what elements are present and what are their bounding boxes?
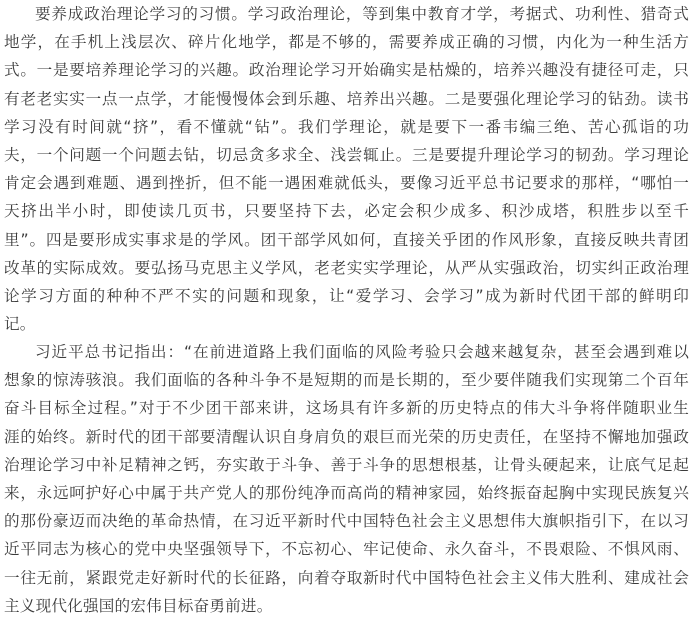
paragraph-line: 来，永远呵护好心中属于共产党人的那份纯净而高尚的精神家园，始终振奋起胸中实现民族复兴: [4, 483, 689, 502]
paragraph-2: [4, 338, 689, 620]
paragraph-line: 论学习方面的种种不严不实的问题和现象，让“爱学习、会学习”成为新时代团干部的鲜明印: [4, 286, 689, 305]
paragraph-line: 学习没有时间就“挤”，看不懂就“钻”。我们学理论，就是要下一番韦编三绝、苦心孤诣的功: [4, 117, 689, 136]
paragraph-line: 习近平总书记指出：“在前进道路上我们面临的风险考验只会越来越复杂，甚至会遇到难以: [35, 343, 689, 361]
paragraph-line: 要养成政治理论学习的习惯。学习政治理论，等到集中教育才学，考据式、功利性、猎奇式: [35, 5, 689, 23]
paragraph-line: 记。: [4, 315, 36, 334]
paragraph-line: 奋斗目标全过程。”对于不少团干部来讲，这场具有许多新的历史特点的伟大斗争将伴随职业生: [4, 399, 689, 418]
paragraph-line: 式。一是要培养理论学习的兴趣。政治理论学习开始确实是枯燥的，培养兴趣没有捷径可走，只: [4, 61, 689, 80]
paragraph-line: 想象的惊涛骇浪。我们面临的各种斗争不是短期的而是长期的，至少要伴随我们实现第二个百年: [4, 371, 689, 390]
paragraph-line: 里”。四是要形成实事求是的学风。团干部学风如何，直接关乎团的作风形象，直接反映共青团: [4, 230, 689, 249]
paragraph-line: 改革的实际成效。要弘扬马克思主义学风，老老实实学理论，从严从实强政治，切实纠正政治理: [4, 258, 689, 277]
paragraph-line: 地学，在手机上浅层次、碎片化地学，都是不够的，需要养成正确的习惯，内化为一种生活方: [4, 33, 689, 52]
paragraph-line: 天挤出半小时，即使读几页书，只要坚持下去，必定会积少成多、积沙成塔，积胜步以至千: [4, 202, 689, 221]
paragraph-line: 有老老实实一点一点学，才能慢慢体会到乐趣、培养出兴趣。二是要强化理论学习的钻劲。读书: [4, 89, 689, 108]
paragraph-line: 主义现代化强国的宏伟目标奋勇前进。: [4, 596, 273, 615]
paragraph-line: 近平同志为核心的党中央坚强领导下，不忘初心、牢记使命、永久奋斗，不畏艰险、不惧风雨、: [4, 540, 689, 559]
paragraph-line: 夫，一个问题一个问题去钻，切忌贪多求全、浅尝辄止。三是要提升理论学习的韧劲。学习理论: [4, 145, 689, 164]
paragraph-line: 涯的始终。新时代的团干部要清醒认识自身肩负的艰巨而光荣的历史责任，在坚持不懈地加强政: [4, 427, 689, 446]
paragraph-1: [4, 0, 689, 338]
paragraph-line: 治理论学习中补足精神之钙，夯实敢于斗争、善于斗争的思想根基，让骨头硬起来，让底气足起: [4, 455, 689, 474]
paragraph-line: 一往无前，紧跟党走好新时代的长征路，向着夺取新时代中国特色社会主义伟大胜利、建成社会: [4, 568, 689, 587]
paragraph-line: 肯定会遇到难题、遇到挫折，但不能一遇困难就低头，要像习近平总书记要求的那样，“哪怕一: [4, 174, 689, 193]
paragraph-line: 的那份豪迈而决绝的革命热情，在习近平新时代中国特色社会主义思想伟大旗帜指引下，在以习: [4, 512, 689, 531]
